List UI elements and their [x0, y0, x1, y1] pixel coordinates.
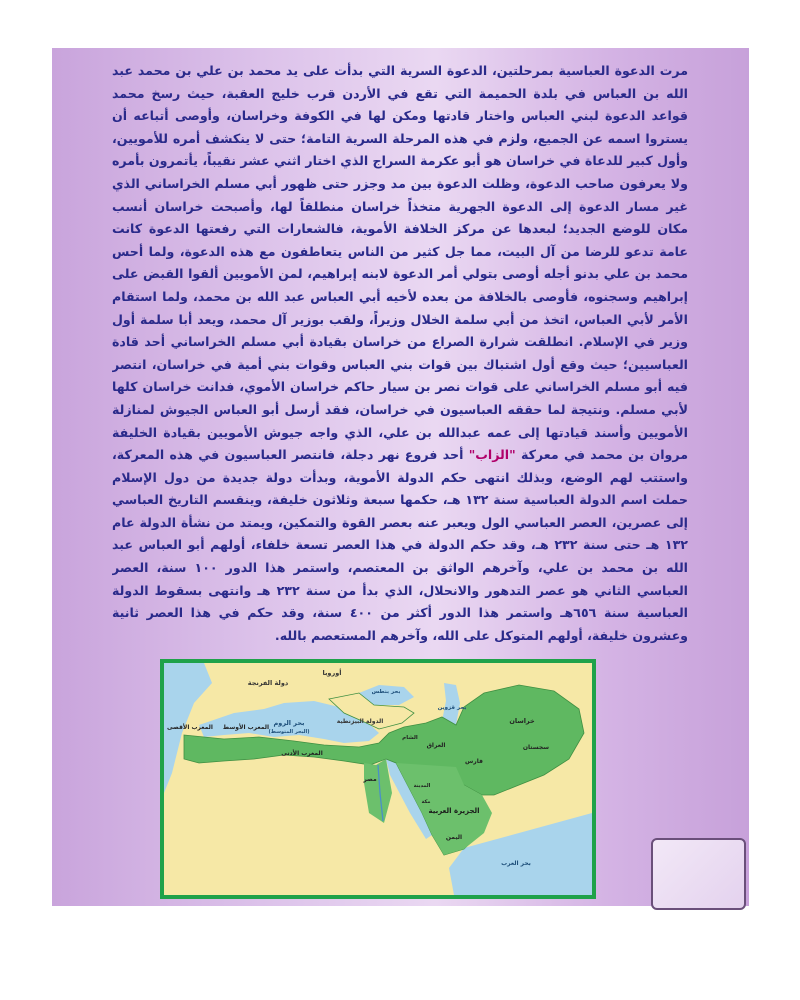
article-text — [112, 60, 688, 660]
map-label-caspian: بحر قزوين — [437, 705, 467, 711]
article-paragraph-1: مرت الدعوة العباسية بمرحلتين، الدعوة السرية التي بدأت على يد محمد بن علي بن محمد عبد الله بن العباس في بلدة الحميمة التي تقع في الأردن قرب خليج العقبة، حيث رسخ محمد قواعد الدعوة لبني العباس واختار قادتها ومكن لها في الكوفة وخراسان، وأوصى أتباعه أن يستروا اسمه عن الجميع، ولزم في هذه المرحلة السرية التامة؛ حتى لا ينكشف أمره للأمويين، وأول كبير للدعاة في خراسان هو أبو عكرمة السراج الذي اختار اثني عشر نقيباً، يأتمرون بأمره ولا يعرفون صاحب الدعوة، وظلت الدعوة بين مد وجزر حتى ظهور أبي مسلم الخراساني الذي غير مسار الدعوة إلى الدعوة الجهرية متخذاً خراسان منطلقاً لها، وأصبحت خراسان أنسب مكان للوضع الجديد؛ لبعدها عن مركز الخلافة الأموية، فالشعارات التي رفعتها الدعوة كانت عامة تدعو للرضا من آل البيت، مما جل كثير من الناس يتعاطفون مع هذه الدعوة، ولما أحس محمد بن علي بدنو أجله أوصى بتولي أمر الدعوة لابنه إبراهيم، لمن الأمويين ألقوا القبض على إبراهيم وسجنوه، فأوصى بالخلافة من بعده لأخيه أبي العباس عبد الله بن محمد، ولما استقام الأمر لأبي العباس، اتخذ من أبي سلمة الخلال وزيراً، ولقب بوزير آل محمد، ويعد أبا سلمة أول وزير في الإسلام. انطلقت شرارة الصراع من خراسان بقيادة أبي مسلم الخراساني أحد قادة العباسيين؛ حيث وقع أول اشتباك بين قوات بني العباس وقوات بني أمية في خراسان، انتصر فيه أبو مسلم الخراساني على قوات نصر بن سيار حاكم خراسان الأموي، فدانت خراسان كلها لأبي مسلم. ونتيجة لما حققه العباسيون في خراسان، فقد أرسل أبو العباس الجيوش لمنازلة الأمويين وأسند قيادتها إلى عمه عبدالله بن علي، الذي واجه جيوش الأمويين بقيادة الخليفة مروان بن محمد في معركة — [112, 63, 688, 463]
article-paragraph — [112, 60, 688, 647]
zab-battle-highlight: "الزاب" — [468, 447, 516, 463]
map-label-black-sea: بحر بنطس — [371, 689, 401, 695]
map-label-sham: الشام — [402, 735, 418, 741]
map-label-arabian-sea: بحر العرب — [501, 860, 531, 867]
article-paragraph-2: أحد فروع نهر دجلة، فانتصر العباسيون في هذه المعركة، واستتب لهم الوضع، وبذلك انتهى حكم الدولة الأموية، وبدأت دولة جديدة من دول الإسلام حملت اسم الدولة العباسية سنة ١٣٢ هـ، حكمها سبعة وثلاثون خليفة، وينقسم التاريخ العباسي إلى عصرين، العصر العباسي الول ويعبر عنه بعصر القوة والتمكين، ويمتد من نشأة الدولة عام ١٣٢ هـ حتى سنة ٢٣٢ هـ، وقد حكم الدولة في هذا العصر تسعة خلفاء، أولهم أبو العباس عبد الله بن محمد بن علي، وآخرهم الواثق بن المعتصم، واستمر هذا الدور ١٠٠ سنة، العصر العباسي الثاني هو عصر التدهور والانحلال، الذي بدأ من سنة ٢٣٢ هـ وانتهى بسقوط الدولة العباسية سنة ٦٥٦هـ واستمر هذا الدور أكثر من ٤٠٠ سنة، وقد حكم في هذا العصر ثانية وعشرون خليفة، أولهم المتوكل على الله، وآخرهم المستعصم بالله. — [112, 447, 688, 643]
page-corner-box — [651, 838, 746, 910]
map-label-sijistan: سجستان — [522, 744, 550, 751]
map-label-middle-maghreb: المغرب الأوسط — [222, 724, 270, 731]
map-label-persia: فارس — [465, 758, 483, 765]
map-label-arabian-peninsula: الجزيرة العربية — [428, 807, 480, 815]
map-label-egypt: مصر — [363, 776, 377, 783]
map-label-iraq: العراق — [426, 742, 446, 749]
map-label-makkah: مكة — [421, 799, 431, 805]
map-label-near-maghreb: المغرب الأدنى — [281, 750, 323, 757]
map-label-madinah: المدينة — [413, 783, 431, 789]
map-label-far-maghreb: المغرب الأقصى — [166, 724, 214, 731]
map-label-yemen: اليمن — [445, 834, 463, 841]
map-label-europe: أوروبا — [322, 669, 342, 677]
map-label-mediterranean-sub: (البحر المتوسط) — [268, 729, 310, 735]
map-label-frankish: دولة الفرنجة — [247, 679, 289, 687]
map-label-byzantine: الدولة البيزنطية — [336, 718, 384, 725]
map-label-mediterranean: بحر الروم — [273, 719, 305, 727]
map-svg — [164, 663, 592, 895]
map-label-khorasan: خراسان — [509, 717, 535, 725]
abbasid-map — [160, 659, 596, 899]
